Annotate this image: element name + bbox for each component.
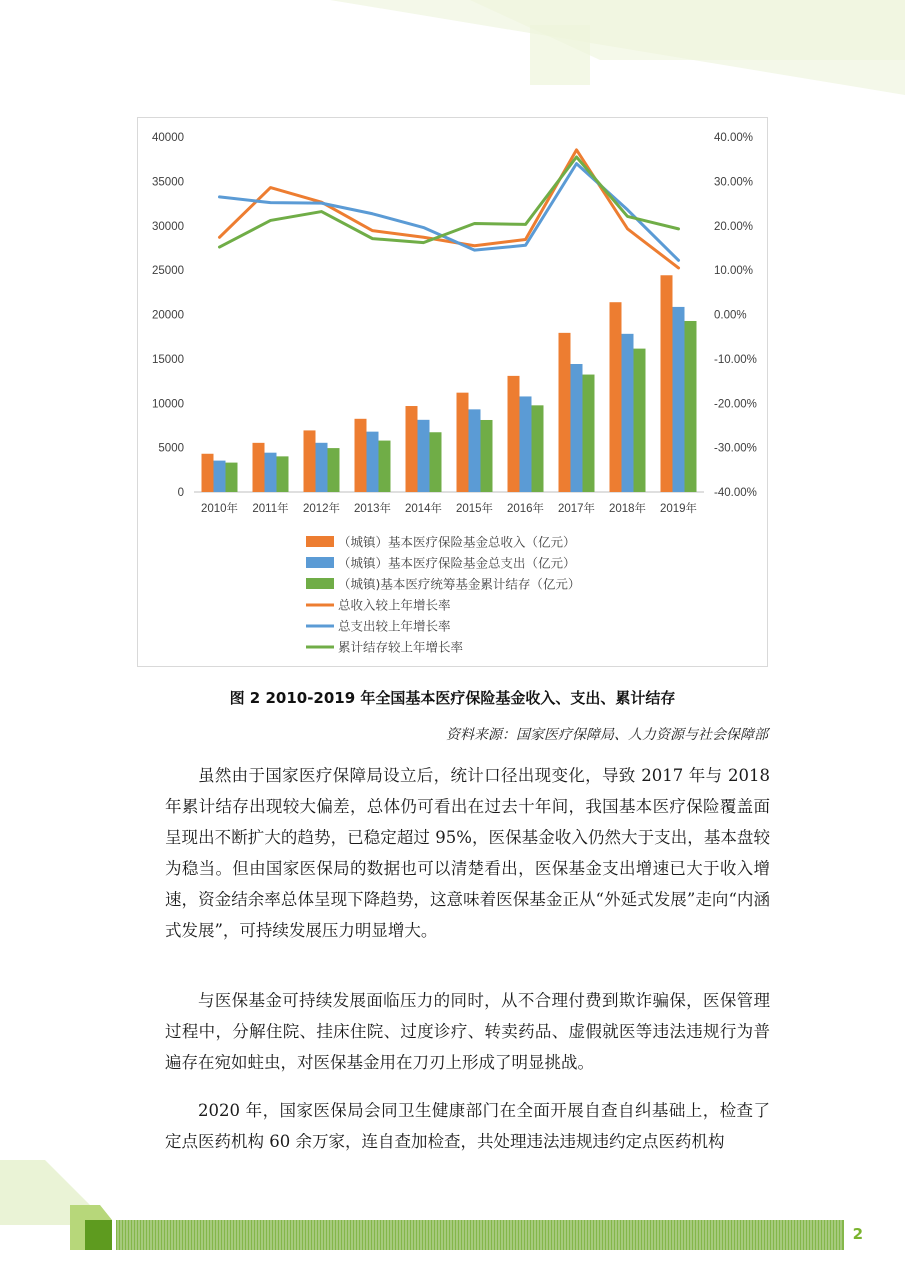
legend-label: （城镇）基本医疗保险基金总支出（亿元） — [338, 555, 576, 571]
bar — [559, 333, 571, 492]
body-paragraph-3: 2020 年，国家医保局会同卫生健康部门在全面开展自查自纠基础上，检查了定点医药机构 60 余万家，连自查加检查，共处理违法违规违约定点医药机构 — [165, 1101, 770, 1151]
bar — [226, 463, 238, 492]
bar — [673, 307, 685, 492]
bar — [202, 454, 214, 492]
body-paragraph-1: 虽然由于国家医疗保障局设立后，统计口径出现变化，导致 2017 年与 2018 年累计结存出现较大偏差，总体仍可看出在过去十年间，我国基本医疗保险覆盖面呈现出不断扩大的趋势，已稳定超过 95%，医保基金收入仍然大于支出，基本盘较为稳当。但由国家医保局的数据也可以清楚看出，医保基金支出增速已大于收入增速，资金结余率总体呈现下降趋势，这意味着医保基金正从“外延式发展”走向“内涵式发展”，可持续发展压力明显增大。 — [165, 766, 770, 940]
bar — [277, 456, 289, 492]
x-tick-label: 2012年 — [302, 503, 341, 515]
x-tick-label: 2014年 — [404, 503, 443, 515]
bar — [316, 443, 328, 492]
x-tick-label: 2017年 — [557, 503, 596, 515]
bar — [457, 393, 469, 492]
y-tick-label-left: 25000 — [152, 265, 184, 278]
legend-label: 总收入较上年增长率 — [338, 597, 451, 613]
bar — [634, 349, 646, 492]
x-tick-label: 2015年 — [455, 503, 494, 515]
chart-frame — [137, 117, 768, 667]
bar — [379, 441, 391, 492]
y-tick-label-right: 0.00% — [714, 309, 747, 322]
bar — [418, 420, 430, 492]
bar — [328, 448, 340, 492]
bar — [661, 275, 673, 492]
body-paragraph-2: 与医保基金可持续发展面临压力的同时，从不合理付费到欺诈骗保，医保管理过程中，分解住院、挂床住院、过度诊疗、转卖药品、虚假就医等违法违规行为普遍存在宛如蛀虫，对医保基金用在刀刃上形成了明显挑战。 — [165, 991, 770, 1072]
combo-chart — [138, 118, 769, 668]
legend-label: 累计结存较上年增长率 — [338, 639, 464, 655]
bar — [469, 409, 481, 492]
legend-label: （城镇)基本医疗统筹基金累计结存（亿元） — [338, 576, 581, 592]
y-tick-label-left: 15000 — [152, 353, 184, 366]
bar — [532, 405, 544, 492]
legend-swatch — [306, 578, 334, 589]
x-tick-label: 2010年 — [200, 503, 239, 515]
x-tick-label: 2016年 — [506, 503, 545, 515]
bar — [406, 406, 418, 492]
bar — [253, 443, 265, 492]
y-tick-label-right: -30.00% — [714, 442, 757, 455]
y-tick-label-left: 0 — [177, 487, 184, 499]
x-tick-label: 2011年 — [252, 503, 289, 515]
legend-label: 总支出较上年增长率 — [338, 618, 451, 634]
bar — [508, 376, 520, 492]
bar — [265, 453, 277, 492]
y-tick-label-right: 40.00% — [714, 132, 754, 144]
bar — [685, 321, 697, 492]
y-tick-label-left: 10000 — [152, 398, 184, 411]
legend-label: （城镇）基本医疗保险基金总收入（亿元） — [338, 534, 576, 550]
y-tick-label-left: 40000 — [152, 132, 184, 144]
x-tick-label: 2018年 — [608, 503, 647, 515]
y-tick-label-left: 20000 — [152, 309, 184, 322]
figure-caption: 图 2 2010-2019 年全国基本医疗保险基金收入、支出、累计结存 — [229, 689, 676, 707]
bar — [622, 334, 634, 492]
y-tick-label-left: 5000 — [158, 442, 184, 455]
bar — [520, 396, 532, 492]
y-tick-label-right: 20.00% — [714, 220, 754, 233]
series-line — [220, 164, 679, 261]
figure-source: 资料来源：国家医疗保障局、人力资源与社会保障部 — [446, 727, 768, 743]
bar — [367, 432, 379, 492]
page-number: 2 — [852, 1225, 863, 1243]
y-tick-label-left: 30000 — [152, 220, 184, 233]
y-tick-label-right: -10.00% — [714, 353, 757, 366]
bar — [304, 430, 316, 492]
bar — [481, 420, 493, 492]
bar — [214, 461, 226, 492]
legend-swatch — [306, 557, 334, 568]
y-tick-label-right: -40.00% — [714, 487, 757, 499]
legend-swatch — [306, 536, 334, 547]
x-tick-label: 2013年 — [353, 503, 392, 515]
y-tick-label-right: -20.00% — [714, 398, 757, 411]
bar — [355, 419, 367, 492]
y-tick-label-right: 10.00% — [714, 265, 754, 278]
y-tick-label-left: 35000 — [152, 176, 184, 189]
bar — [430, 432, 442, 492]
bar — [571, 364, 583, 492]
bar — [583, 375, 595, 492]
x-tick-label: 2019年 — [659, 503, 698, 515]
series-line — [220, 150, 679, 268]
y-tick-label-right: 30.00% — [714, 176, 754, 189]
bar — [610, 302, 622, 492]
